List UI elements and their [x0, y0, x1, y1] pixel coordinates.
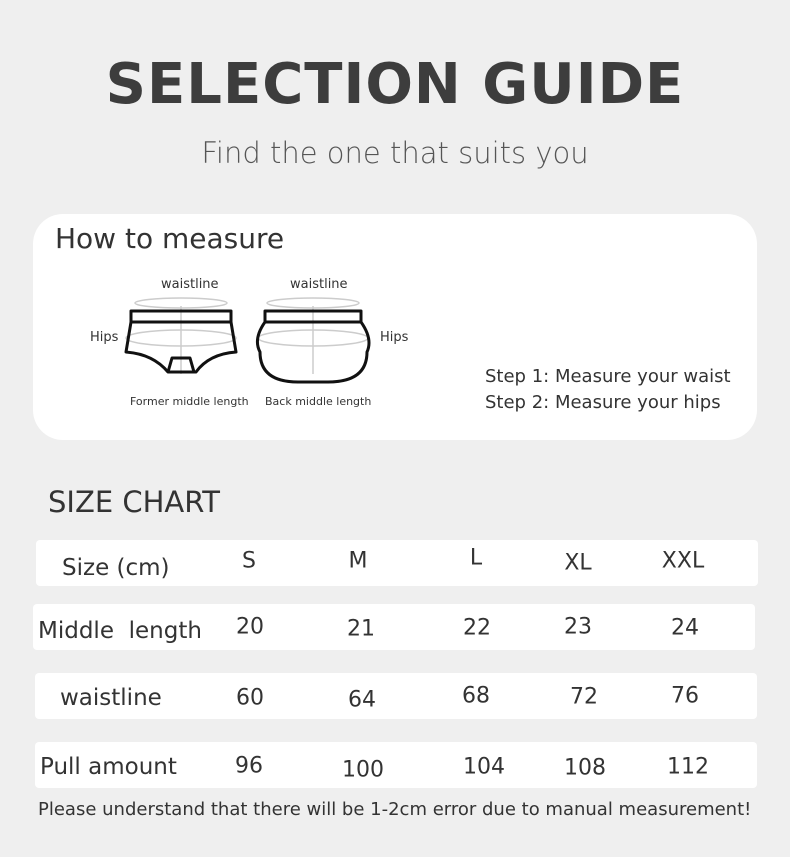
- underwear-measure-diagram-icon: [123, 294, 383, 389]
- cell: 24: [671, 615, 699, 641]
- row-label: waistline: [60, 685, 162, 712]
- waistline-row: [35, 673, 757, 719]
- middle-length-row: [33, 604, 755, 650]
- card-title: How to measure: [55, 222, 285, 255]
- row-label: Pull amount: [40, 754, 177, 781]
- size-chart-heading: SIZE CHART: [48, 485, 221, 519]
- cell: XL: [564, 550, 592, 576]
- cell: M: [348, 548, 368, 574]
- cell: S: [242, 548, 256, 574]
- cell: 64: [348, 687, 376, 713]
- cell: XXL: [661, 548, 705, 574]
- step-2: Step 2: Measure your hips: [485, 392, 721, 413]
- size-row: [36, 540, 758, 586]
- pull-amount-row: [35, 742, 757, 788]
- page-subtitle: Find the one that suits you: [201, 136, 589, 170]
- cell: 108: [564, 755, 606, 781]
- cell: L: [469, 545, 483, 571]
- cell: 22: [463, 615, 491, 641]
- front-hips-label: Hips: [90, 330, 119, 345]
- page-title: SELECTION GUIDE: [105, 52, 685, 117]
- row-label: Size (cm): [62, 554, 170, 581]
- row-label: Middle length: [38, 617, 202, 644]
- back-hips-label: Hips: [380, 330, 409, 345]
- back-waistline-label: waistline: [290, 277, 348, 292]
- cell: 68: [462, 683, 490, 709]
- cell: 100: [342, 757, 384, 783]
- cell: 96: [235, 753, 263, 779]
- cell: 21: [347, 616, 375, 642]
- cell: 60: [236, 685, 264, 711]
- step-1: Step 1: Measure your waist: [485, 366, 731, 387]
- cell: 104: [463, 754, 505, 780]
- cell: 76: [671, 683, 699, 709]
- cell: 112: [667, 754, 709, 780]
- measurement-note: Please understand that there will be 1-2cm error due to manual measurement!: [38, 799, 752, 820]
- cell: 72: [570, 684, 598, 710]
- how-to-measure-card: [33, 214, 757, 440]
- cell: 20: [236, 614, 264, 640]
- front-waistline-label: waistline: [161, 277, 219, 292]
- front-caption: Former middle length: [130, 395, 249, 408]
- cell: 23: [564, 614, 592, 640]
- back-caption: Back middle length: [265, 395, 372, 408]
